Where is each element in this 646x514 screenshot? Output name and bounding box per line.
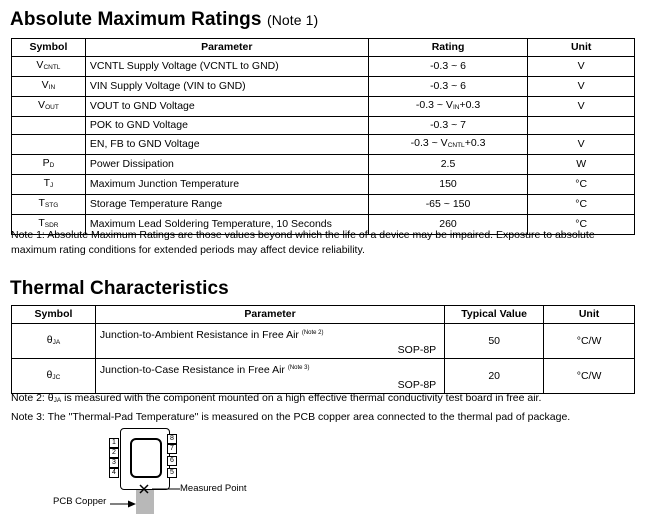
symbol-subscript: IN bbox=[48, 84, 56, 91]
rating-cell: 2.5 bbox=[368, 155, 528, 175]
parameter-cell bbox=[95, 359, 444, 394]
note-1-line-2: maximum rating conditions for extended periods may affect device reliability. bbox=[11, 244, 365, 256]
symbol-cell bbox=[12, 57, 86, 77]
parameter-cell: EN, FB to GND Voltage bbox=[85, 135, 368, 155]
pin-1: 1 bbox=[109, 438, 119, 448]
symbol-text: V bbox=[38, 99, 46, 111]
header-symbol: Symbol bbox=[12, 306, 96, 324]
value-cell: 20 bbox=[445, 359, 544, 394]
header-symbol: Symbol bbox=[12, 39, 86, 57]
unit-cell: V bbox=[528, 77, 635, 97]
measured-point-leader-icon bbox=[152, 487, 182, 491]
package-label: SOP-8P bbox=[397, 344, 437, 356]
rating-cell: -0.3 ~ 7 bbox=[368, 117, 528, 135]
abs-max-header-row bbox=[12, 39, 635, 57]
table-row bbox=[12, 155, 635, 175]
parameter-cell: Maximum Junction Temperature bbox=[85, 175, 368, 195]
unit-cell: °C/W bbox=[544, 359, 635, 394]
note-ref: (Note 2) bbox=[301, 330, 324, 336]
pin-8: 8 bbox=[167, 434, 177, 444]
thermal-title: Thermal Characteristics bbox=[10, 278, 229, 299]
symbol-text: V bbox=[36, 59, 44, 71]
symbol-subscript: STG bbox=[44, 202, 59, 209]
parameter-cell: Power Dissipation bbox=[85, 155, 368, 175]
parameter-cell: Maximum Lead Soldering Temperature, 10 Seconds bbox=[85, 215, 368, 235]
rating-suffix: +0.3 bbox=[464, 137, 486, 149]
symbol-cell bbox=[12, 324, 96, 359]
note-2-text: is measured with the component mounted on a high effective thermal conductivity test board in free air. bbox=[61, 392, 542, 404]
header-unit: Unit bbox=[544, 306, 635, 324]
header-unit: Unit bbox=[528, 39, 635, 57]
pin-2: 2 bbox=[109, 448, 119, 458]
symbol-cell bbox=[12, 175, 86, 195]
unit-cell: V bbox=[528, 135, 635, 155]
measured-point-label: Measured Point bbox=[180, 483, 247, 494]
symbol-subscript: CNTL bbox=[43, 64, 61, 71]
table-row bbox=[12, 195, 635, 215]
symbol-text: V bbox=[41, 79, 49, 91]
parameter-cell: VOUT to GND Voltage bbox=[85, 97, 368, 117]
rating-cell: 150 bbox=[368, 175, 528, 195]
pin-3: 3 bbox=[109, 458, 119, 468]
note-3: Note 3: The "Thermal-Pad Temperature" is measured on the PCB copper area connected to the thermal pad of package. bbox=[11, 411, 571, 423]
note-2-subscript: JA bbox=[53, 397, 62, 404]
table-row bbox=[12, 359, 635, 394]
pcb-copper-arrow-icon bbox=[110, 499, 138, 509]
symbol-text: T bbox=[38, 197, 45, 209]
unit-cell: °C bbox=[528, 195, 635, 215]
unit-cell: °C bbox=[528, 215, 635, 235]
symbol-subscript: JA bbox=[52, 338, 61, 346]
abs-max-table bbox=[11, 38, 635, 235]
rating-cell bbox=[368, 97, 528, 117]
header-rating: Rating bbox=[368, 39, 528, 57]
rating-cell: -65 ~ 150 bbox=[368, 195, 528, 215]
symbol-cell bbox=[12, 359, 96, 394]
symbol-cell bbox=[12, 97, 86, 117]
rating-cell: 260 bbox=[368, 215, 528, 235]
table-row bbox=[12, 117, 635, 135]
note-1-line-1: Note 1: Absolute Maximum Ratings are those values beyond which the life of a device may be impaired. Exposure to absolute bbox=[11, 229, 595, 241]
parameter-cell: POK to GND Voltage bbox=[85, 117, 368, 135]
parameter-text bbox=[100, 361, 310, 377]
symbol-cell bbox=[12, 77, 86, 97]
symbol-subscript: SDR bbox=[44, 222, 59, 229]
abs-max-title-text: Absolute Maximum Ratings bbox=[10, 9, 262, 30]
note-ref: (Note 3) bbox=[287, 365, 310, 371]
unit-cell: °C/W bbox=[544, 324, 635, 359]
pin-6: 6 bbox=[167, 456, 177, 466]
rating-text: -0.3 ~ V bbox=[415, 99, 453, 111]
pin-4: 4 bbox=[109, 468, 119, 478]
unit-cell: °C bbox=[528, 175, 635, 195]
rating-subscript: CNTL bbox=[447, 142, 465, 149]
abs-max-note-ref: (Note 1) bbox=[266, 12, 319, 28]
table-row bbox=[12, 57, 635, 77]
rating-cell: -0.3 ~ 6 bbox=[368, 57, 528, 77]
note-2 bbox=[11, 391, 641, 408]
parameter-label: Junction-to-Ambient Resistance in Free Air bbox=[99, 329, 299, 341]
parameter-text bbox=[100, 326, 324, 342]
symbol-cell bbox=[12, 135, 86, 155]
parameter-cell bbox=[95, 324, 444, 359]
symbol-subscript: OUT bbox=[45, 104, 59, 111]
symbol-cell bbox=[12, 117, 86, 135]
rating-suffix: +0.3 bbox=[459, 99, 481, 111]
pin-5: 5 bbox=[167, 468, 177, 478]
symbol-text: T bbox=[43, 177, 51, 189]
header-parameter: Parameter bbox=[85, 39, 368, 57]
measurement-figure bbox=[40, 428, 270, 514]
table-row bbox=[12, 324, 635, 359]
abs-max-title bbox=[10, 9, 318, 31]
symbol-text: θ bbox=[46, 368, 53, 381]
pin-7: 7 bbox=[167, 444, 177, 454]
rating-subscript: IN bbox=[452, 104, 460, 111]
header-parameter: Parameter bbox=[95, 306, 444, 324]
unit-cell: W bbox=[528, 155, 635, 175]
pcb-copper-label: PCB Copper bbox=[53, 496, 107, 507]
header-typical-value: Typical Value bbox=[445, 306, 544, 324]
parameter-cell: Storage Temperature Range bbox=[85, 195, 368, 215]
unit-cell bbox=[528, 117, 635, 135]
table-row bbox=[12, 97, 635, 117]
value-cell: 50 bbox=[445, 324, 544, 359]
symbol-subscript: J bbox=[50, 182, 54, 189]
note-1 bbox=[11, 228, 641, 258]
parameter-label: Junction-to-Case Resistance in Free Air bbox=[99, 364, 285, 376]
symbol-cell bbox=[12, 195, 86, 215]
symbol-subscript: JC bbox=[52, 373, 61, 381]
note-2-prefix: Note 2: θ bbox=[11, 392, 54, 404]
symbol-subscript: D bbox=[49, 162, 55, 169]
parameter-cell: VIN Supply Voltage (VIN to GND) bbox=[85, 77, 368, 97]
table-row bbox=[12, 77, 635, 97]
thermal-notes bbox=[11, 391, 641, 425]
symbol-text: T bbox=[38, 217, 45, 229]
rating-cell bbox=[368, 135, 528, 155]
symbol-text: P bbox=[42, 157, 50, 169]
unit-cell: V bbox=[528, 57, 635, 77]
rating-text: -0.3 ~ V bbox=[410, 137, 448, 149]
thermal-header-row bbox=[12, 306, 635, 324]
unit-cell: V bbox=[528, 97, 635, 117]
package-label: SOP-8P bbox=[397, 379, 437, 391]
parameter-cell: VCNTL Supply Voltage (VCNTL to GND) bbox=[85, 57, 368, 77]
table-row bbox=[12, 175, 635, 195]
symbol-text: θ bbox=[46, 333, 53, 346]
table-row bbox=[12, 135, 635, 155]
thermal-table bbox=[11, 305, 635, 394]
symbol-cell bbox=[12, 155, 86, 175]
thermal-pad-icon bbox=[130, 438, 162, 478]
rating-cell: -0.3 ~ 6 bbox=[368, 77, 528, 97]
